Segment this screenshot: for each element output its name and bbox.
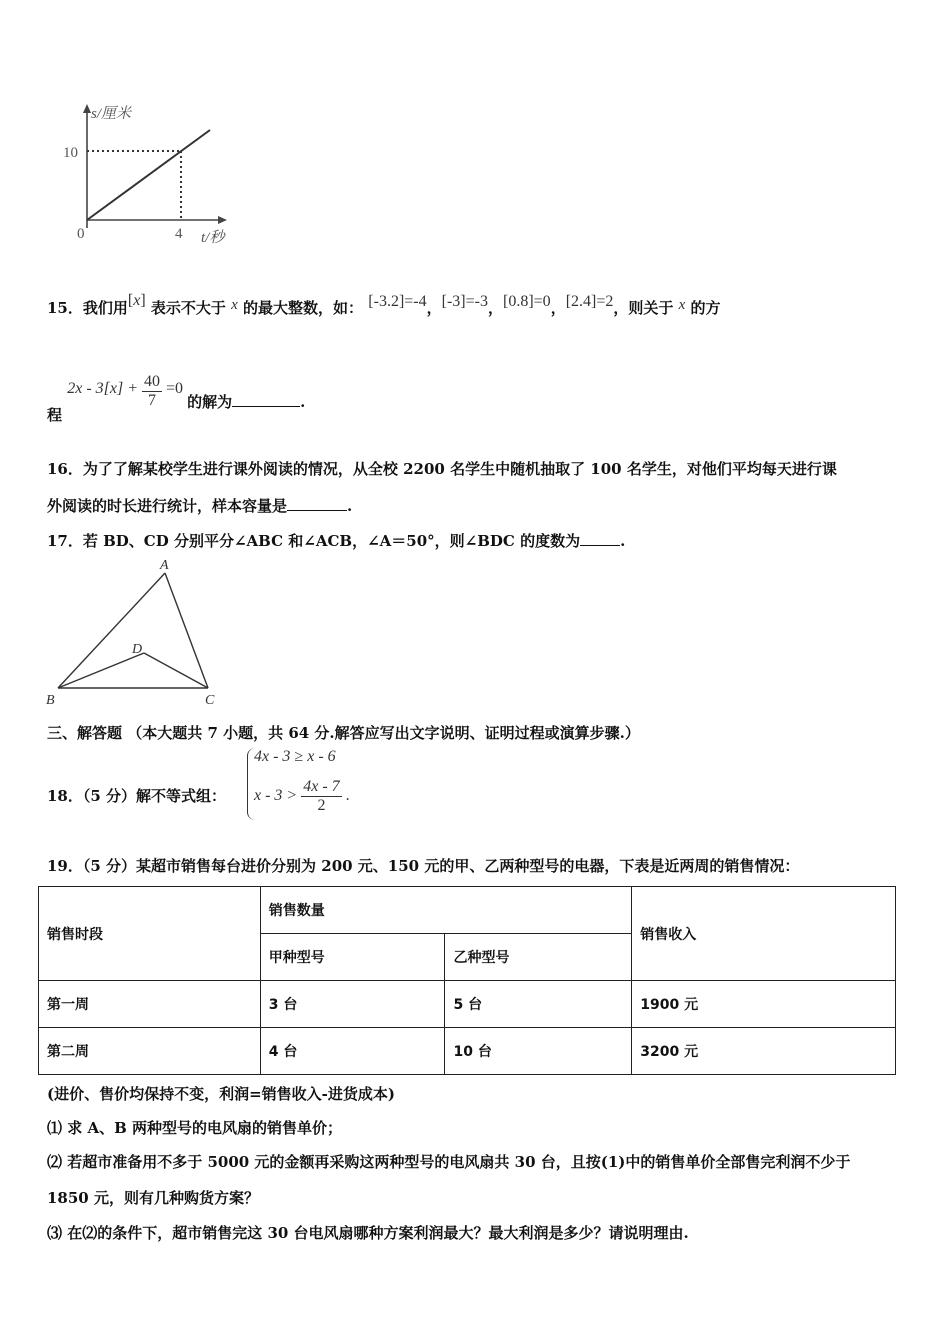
q15-line2-suffix: 的解为 [187, 392, 233, 411]
q15-sep3: ， [550, 299, 566, 317]
q16-line2-end: . [347, 497, 353, 515]
q19-intro: 19．（5 分）某超市销售每台进价分别为 200 元、150 元的甲、乙两种型号的电器，下表是近两周的销售情况： [47, 857, 800, 875]
distance-time-graph [55, 100, 265, 250]
q15-line2-prefix: 程 [47, 405, 63, 424]
q15-ex2-val: =-3 [465, 293, 488, 310]
q15-eq-left: 2x - 3[x] + [67, 379, 139, 397]
side-ac [165, 573, 208, 688]
side-ab [58, 573, 165, 688]
vertex-c-label: C [205, 693, 215, 708]
q18-ineq2 [254, 778, 350, 814]
segment-bd [58, 653, 144, 688]
q18-end: . [345, 786, 350, 804]
q19-part1: ⑴ 求 A、B 两种型号的电风扇的销售单价； [47, 1119, 342, 1137]
q19-part3: ⑶ 在⑵的条件下，超市销售完这 30 台电风扇哪种方案利润最大？最大利润是多少？请说明理由. [47, 1224, 689, 1242]
sales-table [38, 886, 896, 1075]
row1-type-b: 5 台 [445, 981, 632, 1028]
y-tick-label: 10 [63, 145, 78, 161]
table-row [39, 981, 896, 1028]
vertex-b-label: B [46, 693, 55, 708]
q16-line1: 16．为了了解某校学生进行课外阅读的情况，从全校 2200 名学生中随机抽取了 100 名学生，对他们平均每天进行课 [47, 460, 837, 478]
q15-ex2: -3 [446, 293, 461, 310]
q15-line2-end: . [300, 392, 306, 411]
header-period: 销售时段 [39, 887, 261, 981]
q16-line2-text: 外阅读的时长进行统计，样本容量是 [47, 497, 288, 515]
q18-label: 18．（5 分）解不等式组： [47, 787, 227, 805]
header-type-a: 甲种型号 [260, 934, 445, 981]
y-axis-arrow [83, 104, 91, 113]
header-type-b: 乙种型号 [445, 934, 632, 981]
row2-revenue: 3200 元 [632, 1028, 896, 1075]
q17-end: . [620, 532, 626, 550]
q19-part2-line1: ⑵ 若超市准备用不多于 5000 元的金额再采购这两种型号的电风扇共 30 台，且按(1)中的销售单价全部售完利润不少于 [47, 1153, 851, 1171]
row1-period: 第一周 [39, 981, 261, 1028]
q15-sep2: ， [487, 299, 503, 317]
q19-part2-line2: 1850 元，则有几种购货方案？ [47, 1189, 259, 1207]
q15-line2 [47, 373, 306, 424]
section3-heading: 三、解答题 （本大题共 7 小题，共 64 分.解答应写出文字说明、证明过程或演算步骤.） [47, 724, 640, 742]
y-axis-label: s/厘米 [91, 106, 132, 122]
x-axis-label: t/秒 [201, 230, 225, 246]
segment-cd [144, 653, 208, 688]
q15-ex1-val: =-4 [404, 293, 427, 310]
row2-period: 第二周 [39, 1028, 261, 1075]
header-revenue: 销售收入 [632, 887, 896, 981]
graph-line [87, 130, 210, 220]
row1-type-a: 3 台 [260, 981, 445, 1028]
q18-ineq2-den: 2 [317, 796, 326, 814]
header-quantity: 销售数量 [260, 887, 632, 934]
q15-mid: 表示不大于 [150, 299, 226, 317]
q15-eq-right: =0 [166, 379, 184, 397]
q17-answer-blank [580, 530, 620, 546]
q15-ex4: 2.4 [571, 293, 592, 310]
row1-revenue: 1900 元 [632, 981, 896, 1028]
q15-eq-den: 7 [148, 391, 157, 409]
q16-line2 [47, 495, 352, 516]
q15-ex3-val: =0 [533, 293, 551, 310]
q18-fraction [301, 778, 341, 814]
q15-eq-num: 40 [144, 373, 161, 390]
q15-bracket-x: x [133, 292, 141, 309]
q17-line [47, 530, 625, 551]
q17-text: 17．若 BD、CD 分别平分∠ABC 和∠ACB，∠A＝50°，则∠BDC 的度数为 [47, 532, 581, 550]
q15-end: 的方 [690, 299, 721, 317]
q15-ex1: -3.2 [373, 293, 399, 310]
q15-fraction [142, 373, 162, 409]
q18-ineq1-text: 4x - 3 ≥ x - 6 [254, 748, 336, 765]
q18-ineq2-num: 4x - 7 [303, 778, 340, 795]
q15-sep1: ， [426, 299, 442, 317]
q15-ex3: 0.8 [508, 293, 529, 310]
q15-suffix: ，则关于 [613, 299, 674, 317]
q16-answer-blank [287, 495, 347, 511]
x-axis-arrow [218, 216, 227, 224]
triangle-figure [40, 555, 230, 710]
row2-type-b: 10 台 [445, 1028, 632, 1075]
table-header-row [39, 887, 896, 934]
row2-type-a: 4 台 [260, 1028, 445, 1075]
vertex-a-label: A [160, 558, 169, 573]
q15-var-x2: x [678, 297, 686, 313]
x-tick-label: 4 [175, 226, 183, 242]
q18-ineq2-left: x - 3 > [254, 786, 298, 804]
q15-ex4-val: =2 [596, 293, 614, 310]
q15-var-x: x [231, 297, 238, 313]
point-d-label: D [132, 642, 143, 657]
table-row [39, 1028, 896, 1075]
q15-answer-blank [232, 391, 300, 407]
q15-line1: 15．我们用[x] 表示不大于 x 的最大整数，如： [-3.2]=-4，[-3]=-3，[0.8]=0，[2.4]=2，则关于 x 的方 [47, 292, 721, 317]
origin-label: 0 [77, 226, 85, 242]
q19-note: (进价、售价均保持不变，利润=销售收入-进货成本) [47, 1085, 395, 1103]
q15-prefix: 15．我们用 [47, 299, 128, 317]
q15-mid2: 的最大整数，如： [243, 299, 364, 317]
q18-ineq1 [254, 748, 336, 766]
